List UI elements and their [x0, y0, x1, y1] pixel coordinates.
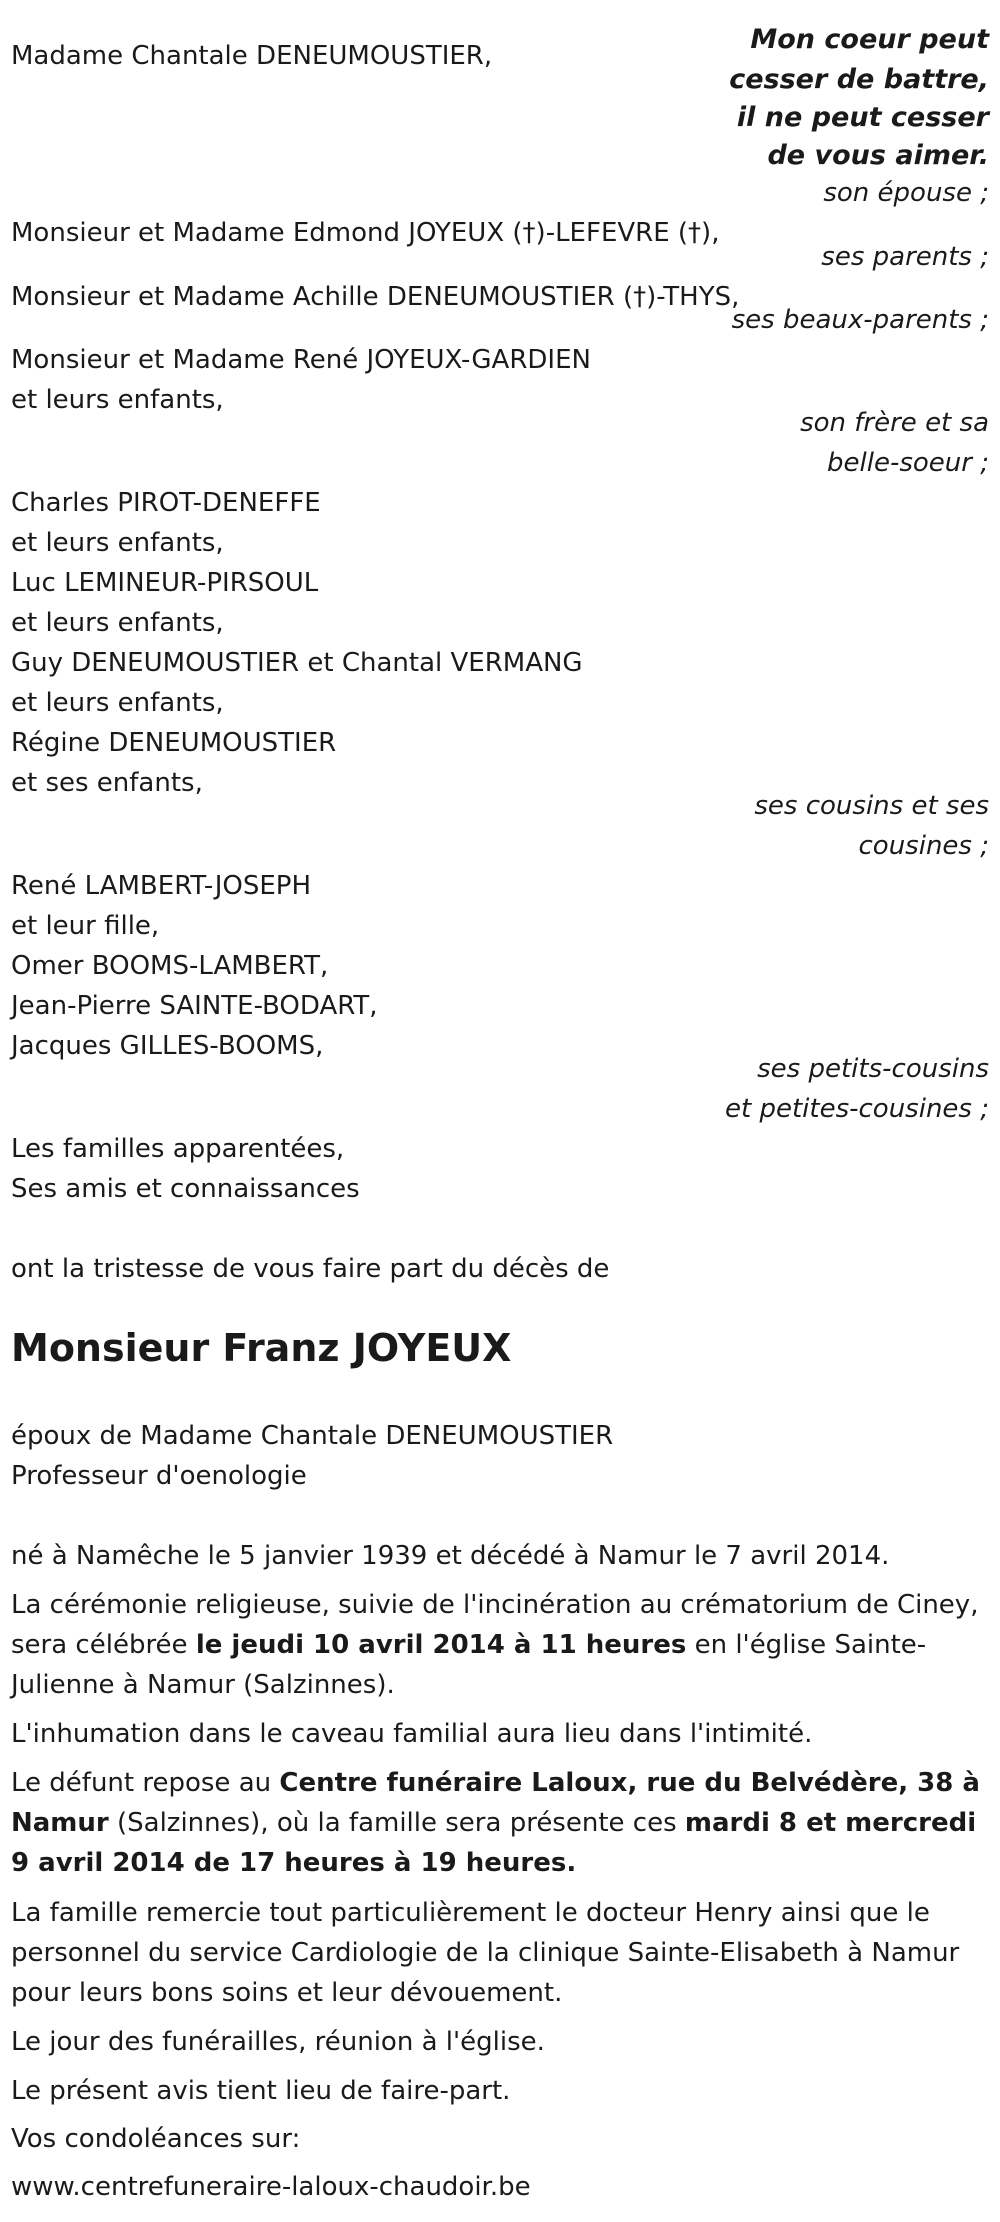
cousins-line-4: et leurs enfants,: [11, 608, 224, 638]
announcement-intro: ont la tristesse de vous faire part du décès de: [11, 1254, 610, 1284]
second-cousins-line-2: et leur fille,: [11, 911, 160, 941]
second-cousins-line-1: René LAMBERT-JOSEPH: [11, 871, 311, 901]
inlaws-names: Monsieur et Madame Achille DENEUMOUSTIER (†)-THYS,: [11, 282, 740, 312]
repose-location: Centre funéraire Laloux, rue du Belvédère, 38 à Namur: [11, 1768, 980, 1838]
ceremony-text-1: La cérémonie religieuse, suivie de l'incinération au crématorium de Ciney, sera célébrée: [11, 1590, 979, 1660]
ceremony-paragraph: [11, 1585, 989, 1705]
role-cousins-line-2: cousines ;: [858, 831, 989, 861]
role-second-cousins-line-2: et petites-cousines ;: [725, 1094, 989, 1124]
cousins-line-2: et leurs enfants,: [11, 528, 224, 558]
cousins-line-3: Luc LEMINEUR-PIRSOUL: [11, 568, 319, 598]
repose-paragraph: [11, 1763, 989, 1883]
notice-line: Le présent avis tient lieu de faire-part.: [11, 2076, 511, 2106]
condolences-label: Vos condoléances sur:: [11, 2124, 301, 2154]
burial-line: L'inhumation dans le caveau familial aura lieu dans l'intimité.: [11, 1719, 813, 1749]
role-spouse: son épouse ;: [823, 178, 989, 208]
cousins-line-5: Guy DENEUMOUSTIER et Chantal VERMANG: [11, 648, 583, 678]
ceremony-date: le jeudi 10 avril 2014 à 11 heures: [195, 1630, 687, 1660]
repose-visiting-hours: mardi 8 et mercredi 9 avril 2014 de 17 heures à 19 heures.: [11, 1808, 977, 1878]
second-cousins-line-4: Jean-Pierre SAINTE-BODART,: [11, 991, 378, 1021]
quote-line-2: cesser de battre,: [729, 64, 989, 95]
ceremony-text-2: en l'église Sainte-Julienne à Namur (Salzinnes).: [11, 1630, 927, 1700]
second-cousins-line-3: Omer BOOMS-LAMBERT,: [11, 951, 329, 981]
meeting-line: Le jour des funérailles, réunion à l'église.: [11, 2027, 545, 2057]
cousins-line-6: et leurs enfants,: [11, 688, 224, 718]
quote-line-4: de vous aimer.: [767, 140, 989, 171]
second-cousins-line-5: Jacques GILLES-BOOMS,: [11, 1031, 324, 1061]
spouse-line: époux de Madame Chantale DENEUMOUSTIER: [11, 1421, 614, 1451]
thanks-paragraph: La famille remercie tout particulièrement le docteur Henry ainsi que le personnel du service Cardiologie de la clinique Sainte-Elisabeth à Namur pour leurs bons soins et leur dévouement.: [11, 1898, 960, 2008]
role-second-cousins-line-1: ses petits-cousins: [757, 1054, 989, 1084]
cousins-line-7: Régine DENEUMOUSTIER: [11, 728, 337, 758]
role-inlaws: ses beaux-parents ;: [731, 305, 989, 335]
quote-line-3: il ne peut cesser: [736, 102, 989, 133]
role-cousins-line-1: ses cousins et ses: [754, 791, 989, 821]
others-line-2: Ses amis et connaissances: [11, 1174, 360, 1204]
repose-text-1: Le défunt repose au: [11, 1768, 280, 1798]
role-brother-line-2: belle-soeur ;: [827, 448, 989, 478]
profession: Professeur d'oenologie: [11, 1461, 307, 1491]
repose-text-2: (Salzinnes), où la famille sera présente ces: [108, 1808, 685, 1838]
brother-name-line-2: et leurs enfants,: [11, 385, 224, 415]
cousins-line-8: et ses enfants,: [11, 768, 203, 798]
birth-death-line: né à Namêche le 5 janvier 1939 et décédé à Namur le 7 avril 2014.: [11, 1541, 890, 1571]
parents-names: Monsieur et Madame Edmond JOYEUX (†)-LEFEVRE (†),: [11, 218, 720, 248]
role-parents: ses parents ;: [821, 242, 989, 272]
condolences-website-link[interactable]: www.centrefuneraire-laloux-chaudoir.be: [11, 2172, 531, 2202]
brother-name-line-1: Monsieur et Madame René JOYEUX-GARDIEN: [11, 345, 591, 375]
quote-line-1: Mon coeur peut: [750, 24, 989, 55]
others-line-1: Les familles apparentées,: [11, 1134, 345, 1164]
widow-name: Madame Chantale DENEUMOUSTIER,: [11, 41, 493, 71]
role-brother-line-1: son frère et sa: [800, 408, 989, 438]
deceased-name: Monsieur Franz JOYEUX: [11, 1326, 512, 1370]
cousins-line-1: Charles PIROT-DENEFFE: [11, 488, 321, 518]
